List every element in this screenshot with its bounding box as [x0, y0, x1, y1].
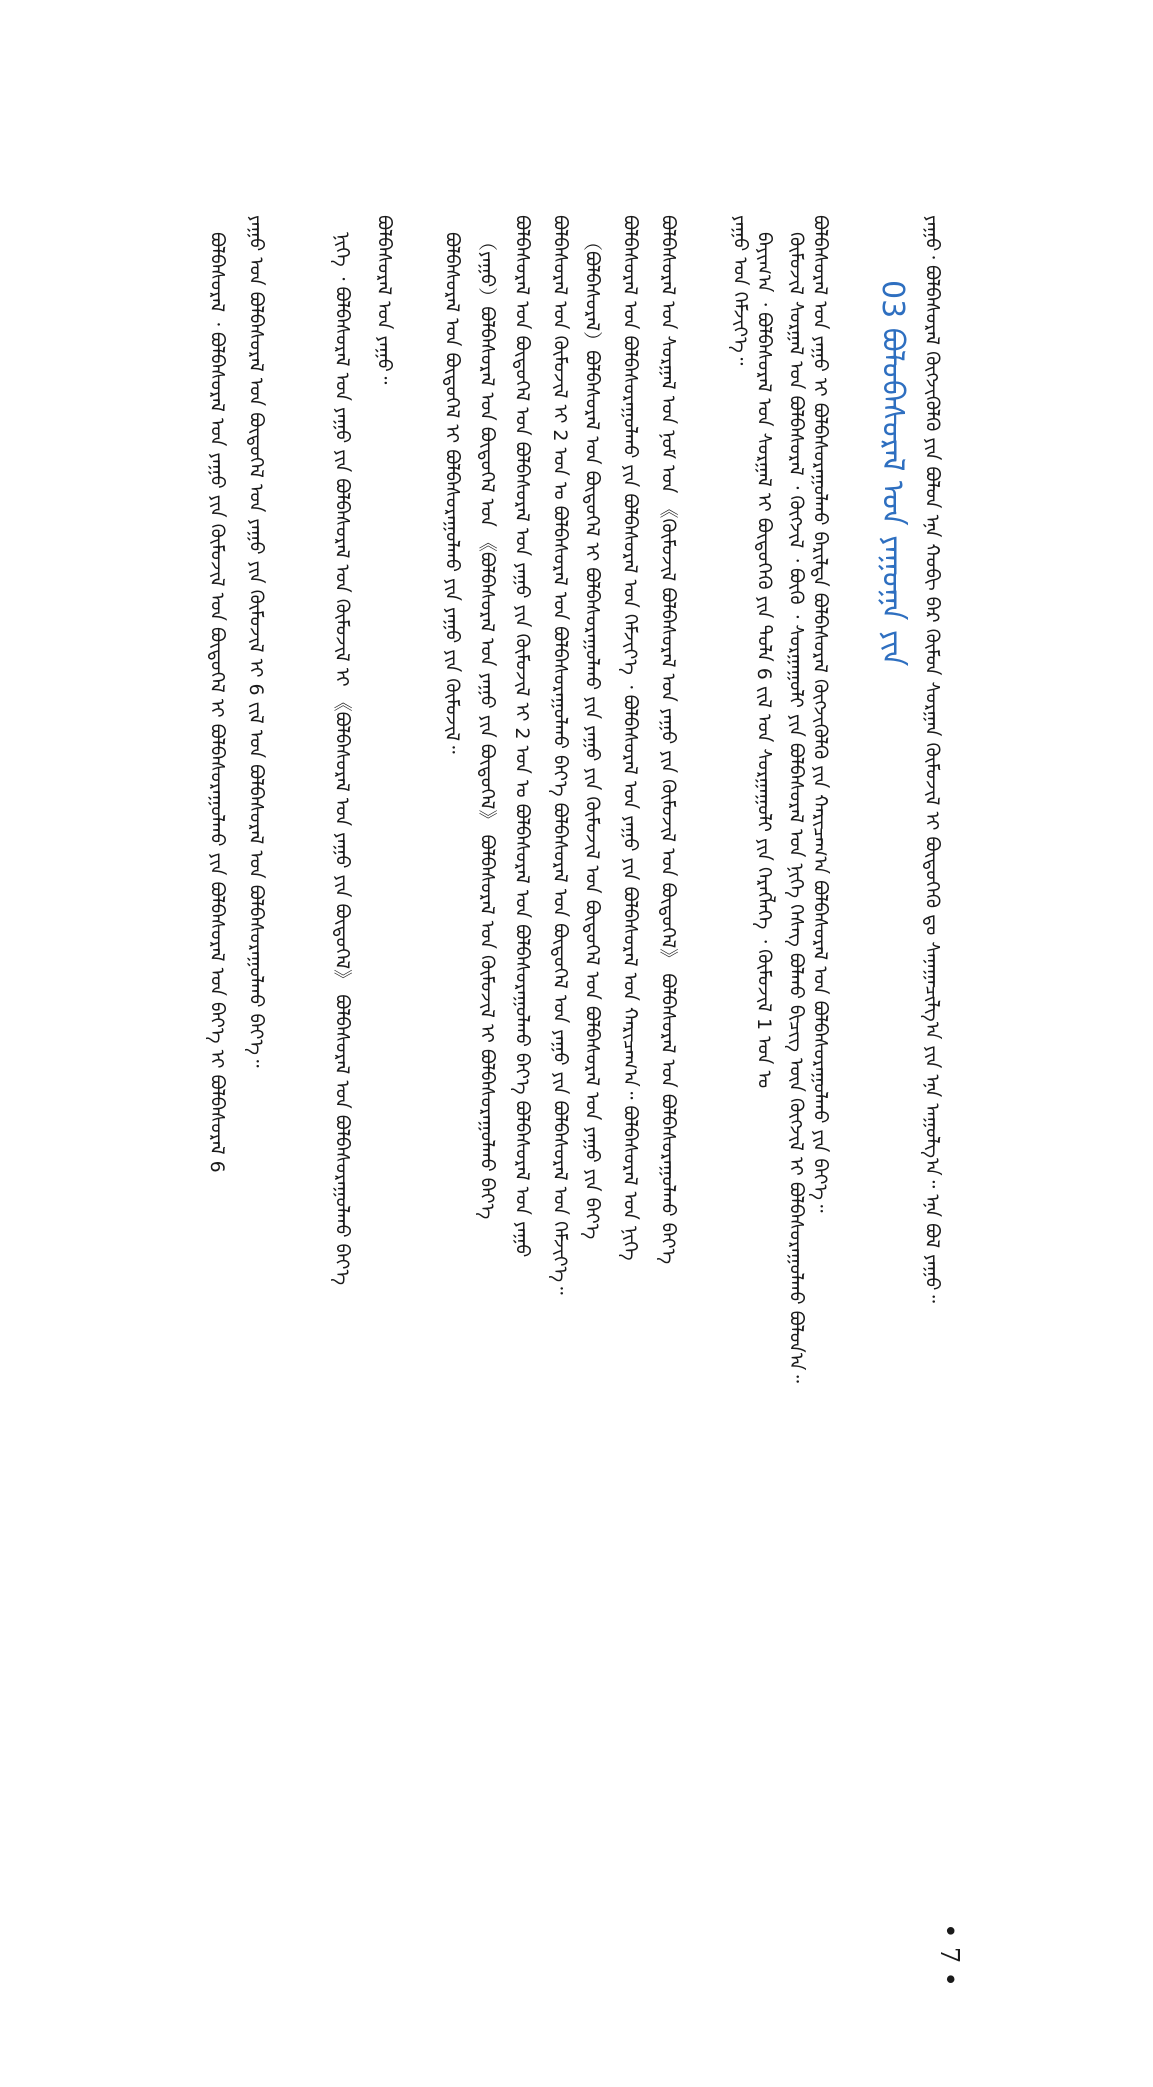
section-heading: 03 ᠪᠣᠯᠣᠪᠠᠰᠤᠷᠠᠯ ᠤᠨ ᠶᠠᠭᠤᠭᠠ ᠶᠢᠨ	[875, 280, 910, 667]
text-column-11: （ᠶᠠᠭᠤ）ᠪᠣᠯᠪᠠᠰᠤᠷᠠᠯ ᠤᠨ ᠪᠦᠲᠦᠭᠡᠯ ᠤᠨ 《ᠪᠣᠯᠪᠠᠰᠤᠷᠠᠯ ᠤᠨ ᠶᠠᠭᠤ ᠶᠢᠨ ᠪᠦᠲᠦᠭᠡᠯ》 ᠪᠣᠯᠪᠠᠰᠤᠷᠠᠯ ᠤᠨ ᠬᠦᠮᠦᠵᠢᠯ ᠢ ᠪᠣᠯᠪᠠᠰᠤᠷᠠᠭᠤᠯᠬᠤ ᠪᠡᠶ᠎ᠡ	[476, 232, 498, 1220]
text-column-5: ᠶᠠᠭᠤ ᠤᠨ ᠬᠡᠮᠵᠢᠶ᠎ᠡ᠃	[729, 215, 751, 366]
text-column-15: ᠶᠠᠭᠤ ᠤᠨ ᠪᠣᠯᠪᠠᠰᠤᠷᠠᠯ ᠤᠨ ᠪᠦᠲᠦᠭᠡᠯ ᠤᠨ ᠶᠠᠭᠤ ᠶᠢᠨ ᠬᠦᠮᠦᠵᠢᠯ ᠢ 6 ᠵᠢᠯ ᠤᠨ ᠪᠣᠯᠪᠠᠰᠤᠷᠠᠯ ᠤᠨ ᠪᠣᠯᠪᠠᠰᠤᠷᠠᠭᠤᠯᠬᠤ ᠪᠡᠶ᠎ᠡ᠃	[245, 215, 267, 1068]
text-column-14: ᠨᠢᠭᠡ ᠂ ᠪᠣᠯᠪᠠᠰᠤᠷᠠᠯ ᠤᠨ ᠶᠠᠭᠤ ᠶᠢᠨ ᠪᠣᠯᠪᠠᠰᠤᠷᠠᠯ ᠤᠨ ᠬᠦᠮᠦᠵᠢᠯ ᠢ 《ᠪᠣᠯᠪᠠᠰᠤᠷᠠᠯ ᠤᠨ ᠶᠠᠭᠤ ᠶᠢᠨ ᠪᠦᠲᠦᠭᠡᠯ》 ᠪᠣᠯᠪᠠᠰᠤᠷᠠᠯ ᠤᠨ ᠪᠣᠯᠪᠠᠰᠤᠷᠠᠭᠤᠯᠬᠤ ᠪᠡᠶ᠎ᠡ	[331, 232, 353, 1286]
page-number: • 7 •	[934, 1923, 964, 1987]
text-column-12: ᠪᠣᠯᠪᠠᠰᠤᠷᠠᠯ ᠤᠨ ᠪᠦᠲᠦᠭᠡᠯ ᠢ ᠪᠣᠯᠪᠠᠰᠤᠷᠠᠭᠤᠯᠬᠤ ᠶᠢᠨ ᠶᠠᠭᠤ ᠶᠢᠨ ᠬᠦᠮᠦᠵᠢᠯ᠃	[441, 232, 463, 754]
text-column-10: ᠪᠣᠯᠪᠠᠰᠤᠷᠠᠯ ᠤᠨ ᠪᠦᠲᠦᠭᠡᠯ ᠤᠨ ᠪᠣᠯᠪᠠᠰᠤᠷᠠᠯ ᠤᠨ ᠶᠠᠭᠤ ᠶᠢᠨ ᠬᠦᠮᠦᠵᠢᠯ ᠢ 2 ᠣᠨ ᠤ ᠪᠣᠯᠪᠠᠰᠤᠷᠠᠯ ᠤᠨ ᠪᠣᠯᠪᠠᠰᠤᠷᠠᠭᠤᠯᠬᠤ ᠪᠡᠶ᠎ᠡ ᠪᠣᠯᠪᠠᠰᠤᠷᠠᠯ ᠤᠨ ᠶᠠᠭᠤ	[511, 215, 533, 1258]
text-column-7: ᠪᠣᠯᠪᠠᠰᠤᠷᠠᠯ ᠤᠨ ᠪᠣᠯᠪᠠᠰᠤᠷᠠᠭᠤᠯᠬᠤ ᠶᠢᠨ ᠪᠣᠯᠪᠠᠰᠤᠷᠠᠯ ᠤᠨ ᠬᠡᠮᠵᠢᠶ᠎ᠡ ᠂ ᠪᠣᠯᠪᠠᠰᠤᠷᠠᠯ ᠤᠨ ᠶᠠᠭᠤ ᠶᠢᠨ ᠪᠣᠯᠪᠠᠰᠤᠷᠠᠯ ᠤᠨ ᠬᠠᠷᠢᠴᠠᠭ᠎ᠠ᠃ ᠪᠣᠯᠪᠠᠰᠤᠷᠠᠯ ᠤᠨ ᠨᠢᠭᠡ	[619, 215, 641, 1261]
text-column-2: ᠪᠣᠯᠪᠠᠰᠤᠷᠠᠯ ᠤᠨ ᠶᠠᠭᠤ ᠢ ᠪᠣᠯᠪᠠᠰᠤᠷᠠᠭᠤᠯᠬᠤ ᠪᠠᠷᠢᠯᠲᠠ ᠪᠣᠯᠪᠠᠰᠤᠷᠠᠯ ᠬᠥᠭᠵᠢᠭᠦᠯᠬᠦ ᠶᠢᠨ ᠬᠠᠷᠢᠴᠠᠭ᠎ᠠ ᠪᠣᠯᠪᠠᠰᠤᠷᠠᠯ ᠤᠨ ᠪᠣᠯᠪᠠᠰᠤᠷᠠᠭᠤᠯᠬᠤ ᠶᠢᠨ ᠪᠡᠶ᠎ᠡ᠃	[809, 215, 831, 1213]
text-column-16: ᠪᠣᠯᠪᠠᠰᠤᠷᠠᠯ ᠂ ᠪᠣᠯᠪᠠᠰᠤᠷᠠᠯ ᠤᠨ ᠶᠠᠭᠤ ᠶᠢᠨ ᠬᠦᠮᠦᠵᠢᠯ ᠤᠨ ᠪᠦᠲᠦᠭᠡᠯ ᠢ ᠪᠣᠯᠪᠠᠰᠤᠷᠠᠭᠤᠯᠬᠤ ᠶᠢᠨ ᠪᠣᠯᠪᠠᠰᠤᠷᠠᠯ ᠤᠨ ᠪᠡᠶ᠎ᠡ ᠢ ᠪᠣᠯᠪᠠᠰᠤᠷᠠᠯ 6	[206, 232, 228, 1173]
text-column-6: ᠪᠣᠯᠪᠠᠰᠤᠷᠠᠯ ᠤᠨ ᠰᠤᠷᠭᠠᠯ ᠤᠨ ᠨᠣᠮ ᠤᠨ 《ᠬᠦᠮᠦᠵᠢᠯ ᠪᠣᠯᠪᠠᠰᠤᠷᠠᠯ ᠤᠨ ᠶᠠᠭᠤ ᠶᠢᠨ ᠬᠦᠮᠦᠵᠢᠯ ᠤᠨ ᠪᠦᠲᠦᠭᠡᠯ》 ᠪᠣᠯᠪᠠᠰᠤᠷᠠᠯ ᠤᠨ ᠪᠣᠯᠪᠠᠰᠤᠷᠠᠭᠤᠯᠬᠤ ᠪᠡᠶ᠎ᠡ	[657, 215, 679, 1265]
text-column-9: ᠪᠣᠯᠪᠠᠰᠤᠷᠠᠯ ᠤᠨ ᠬᠦᠮᠦᠵᠢᠯ ᠢ 2 ᠣᠨ ᠤ ᠪᠣᠯᠪᠠᠰᠤᠷᠠᠯ ᠤᠨ ᠪᠣᠯᠪᠠᠰᠤᠷᠠᠭᠤᠯᠬᠤ ᠪᠡᠶ᠎ᠡ ᠪᠣᠯᠪᠠᠰᠤᠷᠠᠯ ᠤᠨ ᠪᠦᠲᠦᠭᠡᠯ ᠤᠨ ᠶᠠᠭᠤ ᠶᠢᠨ ᠪᠣᠯᠪᠠᠰᠤᠷᠠᠯ ᠤᠨ ᠬᠡᠮᠵᠢᠶ᠎ᠡ᠃	[549, 215, 571, 1295]
text-column-4: ᠪᠠᠶᠢᠭ᠎ᠠ ᠂ ᠪᠣᠯᠪᠠᠰᠤᠷᠠᠯ ᠤᠨ ᠰᠤᠷᠭᠠᠯ ᠢ ᠪᠦᠲᠦᠭᠡᠬᠦ ᠶᠢᠨ ᠲᠤᠯᠠ 6 ᠵᠢᠯ ᠤᠨ ᠰᠤᠷᠭᠠᠭᠤᠯᠢ ᠶᠢᠨ ᠬᠡᠷᠡᠭᠯᠡᠭᠡ ᠂ ᠬᠦᠮᠦᠵᠢᠯ 1 ᠤᠨ ᠤ	[753, 232, 775, 1089]
text-column-1: ᠶᠠᠭᠤ᠂ ᠪᠣᠯᠪᠠᠰᠤᠷᠠᠯ ᠬᠥᠭᠵᠢᠭᠦᠯᠬᠦ ᠶᠢᠨ ᠪᠣᠯᠣᠨ ᠡᠨᠡ ᠬᠤᠪᠢ ᠪᠠᠷ ᠬᠥᠮᠦᠨ ᠰᠤᠷᠭᠠᠨ ᠬᠦᠮᠦᠵᠢᠯ ᠢ ᠪᠦᠲᠦᠭᠡᠬᠦ ᠳᠤ ᠰᠠᠨᠠᠭᠠᠴᠢᠯᠭ᠎ᠠ ᠶᠢᠨ ᠡᠨᠡ ᠠᠭᠤᠯᠭ᠎ᠠ᠃ ᠡᠨᠡ ᠪᠣᠯ ᠶᠠᠭᠤ᠃	[921, 215, 943, 1303]
text-column-13: ᠪᠣᠯᠪᠠᠰᠤᠷᠠᠯ ᠤᠨ ᠶᠠᠭᠤ᠃	[373, 215, 395, 385]
text-column-8: （ᠪᠣᠯᠪᠠᠰᠤᠷᠠᠯ）ᠪᠣᠯᠪᠠᠰᠤᠷᠠᠯ ᠤᠨ ᠪᠦᠲᠦᠭᠡᠯ ᠢ ᠪᠣᠯᠪᠠᠰᠤᠷᠠᠭᠤᠯᠬᠤ ᠶᠢᠨ ᠶᠠᠭᠤ ᠶᠢᠨ ᠬᠦᠮᠦᠵᠢᠯ ᠤᠨ ᠪᠦᠲᠦᠭᠡᠯ ᠤᠨ ᠪᠣᠯᠪᠠᠰᠤᠷᠠᠯ ᠤᠨ ᠶᠠᠭᠤ ᠶᠢᠨ ᠪᠡᠶ᠎ᠡ	[581, 232, 603, 1240]
text-column-3: ᠬᠦᠮᠦᠵᠢᠯ ᠰᠤᠷᠭᠠᠯ ᠤᠨ ᠪᠣᠯᠪᠠᠰᠤᠷᠠᠯ ᠂ ᠬᠥᠭᠵᠢᠯ ᠂ ᠪᠦᠬᠦ ᠂ ᠰᠤᠷᠭᠠᠭᠤᠯᠢ ᠶᠢᠨ ᠪᠣᠯᠪᠠᠰᠤᠷᠠᠯ ᠤᠨ ᠨᠢᠭᠡ ᠬᠡᠰᠡᠭ ᠪᠣᠯᠬᠤ ᠪᠢᠴᠢᠭ ᠦᠨ ᠬᠥᠭᠵᠢᠯ ᠢ ᠪᠣᠯᠪᠠᠰᠤᠷᠠᠭᠤᠯᠬᠤ ᠪᠣᠯᠣᠨ᠎ᠠ᠃	[785, 232, 807, 1383]
